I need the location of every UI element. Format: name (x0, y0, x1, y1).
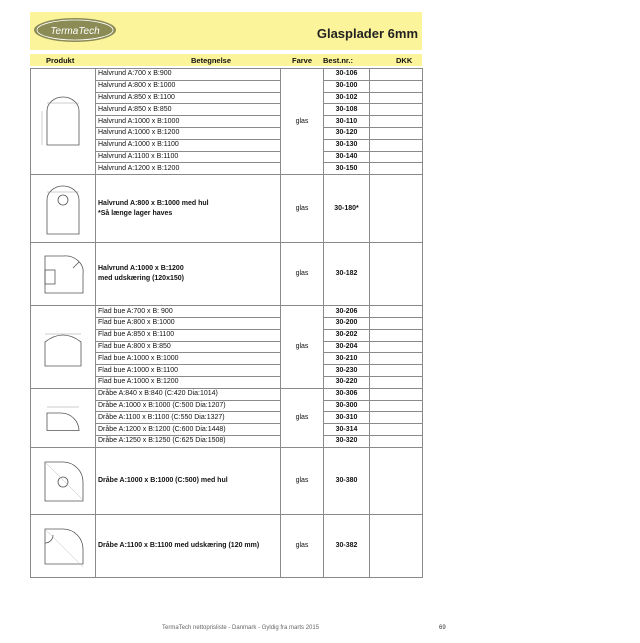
description-cell (96, 353, 281, 365)
item-number-cell: 30-314 (324, 424, 370, 436)
item-number-cell: 30-202 (324, 329, 370, 341)
description-cell (96, 424, 281, 436)
price-cell (370, 317, 423, 329)
price-cell (370, 412, 423, 424)
column-produkt: Produkt (46, 56, 75, 65)
price-cell (370, 306, 423, 318)
price-cell (370, 341, 423, 353)
description-cell (96, 175, 281, 243)
item-number-cell: 30-150 (324, 163, 370, 175)
price-table (30, 68, 423, 578)
product-image-cell (31, 243, 96, 306)
item-number-cell: 30-130 (324, 139, 370, 151)
price-cell (370, 104, 423, 116)
table-row (31, 514, 423, 577)
table-row (31, 447, 423, 514)
price-cell (370, 151, 423, 163)
description-text: Halvrund A:800 x B:1000 med hul (98, 199, 209, 207)
price-cell (370, 92, 423, 104)
price-cell (370, 69, 423, 81)
description-cell (96, 306, 281, 318)
description-text: Flad bue A:1000 x B:1000 (98, 354, 179, 362)
item-number-cell: 30-108 (324, 104, 370, 116)
item-number-cell: 30-120 (324, 127, 370, 139)
description-cell (96, 139, 281, 151)
description-cell (96, 127, 281, 139)
description-cell (96, 400, 281, 412)
table-row (31, 243, 423, 306)
description-text: Dråbe A:1100 x B:1100 (C:550 Dia:1327) (98, 413, 225, 421)
price-cell (370, 139, 423, 151)
item-number-cell: 30-300 (324, 400, 370, 412)
description-text: Dråbe A:1100 x B:1100 med udskæring (120 mm) (98, 541, 260, 549)
draabe-udskaering-icon (33, 517, 93, 574)
item-number-cell: 30-210 (324, 353, 370, 365)
description-text: Halvrund A:1000 x B:1200 (98, 265, 184, 273)
description-cell (96, 317, 281, 329)
column-header-row (30, 54, 422, 66)
footer-text: TermaTech nettoprisliste - Danmark - Gyldig fra marts 2015 (162, 625, 320, 631)
item-number-cell: 30-100 (324, 80, 370, 92)
description-text: Flad bue A:1000 x B:1100 (98, 366, 179, 374)
price-cell (370, 127, 423, 139)
item-number-cell: 30-206 (324, 306, 370, 318)
product-image-cell (31, 69, 96, 175)
termatech-logo (32, 15, 118, 45)
product-image-cell (31, 388, 96, 447)
description-text: Halvrund A:850 x B:850 (98, 105, 172, 113)
description-cell (96, 447, 281, 514)
logo-text: TermaTech (50, 26, 100, 37)
description-cell (96, 163, 281, 175)
description-cell (96, 92, 281, 104)
color-cell: glas (281, 306, 324, 389)
description-text: Halvrund A:1100 x B:1100 (98, 152, 179, 160)
item-number-cell: 30-380 (324, 447, 370, 514)
description-text: Dråbe A:840 x B:840 (C:420 Dia:1014) (98, 390, 218, 398)
price-cell (370, 163, 423, 175)
description-cell (96, 104, 281, 116)
description-cell (96, 435, 281, 447)
product-image-cell (31, 447, 96, 514)
table-row (31, 306, 423, 318)
price-cell (370, 376, 423, 388)
description-text: Halvrund A:850 x B:1100 (98, 93, 175, 101)
description-cell (96, 514, 281, 577)
price-cell (370, 243, 423, 306)
color-cell: glas (281, 175, 324, 243)
price-cell (370, 388, 423, 400)
description-cell (96, 388, 281, 400)
description-cell (96, 365, 281, 377)
product-image-cell (31, 306, 96, 389)
description-text: Dråbe A:1000 x B:1000 (C:500) med hul (98, 476, 228, 484)
price-cell (370, 365, 423, 377)
description-cell (96, 243, 281, 306)
color-cell: glas (281, 388, 324, 447)
halvrund-icon (33, 91, 93, 153)
flad-bue-icon (33, 316, 93, 378)
description-cell (96, 69, 281, 81)
description-text: Flad bue A:800 x B:1000 (98, 319, 175, 327)
item-number-cell: 30-306 (324, 388, 370, 400)
description-cell (96, 329, 281, 341)
price-cell (370, 400, 423, 412)
description-cell (96, 80, 281, 92)
color-cell: glas (281, 514, 324, 577)
description-text: Dråbe A:1200 x B:1200 (C:600 Dia:1448) (98, 425, 226, 433)
description-cell (96, 116, 281, 128)
price-cell (370, 329, 423, 341)
product-image-cell (31, 175, 96, 243)
item-number-cell: 30-200 (324, 317, 370, 329)
price-cell (370, 116, 423, 128)
description-text: Dråbe A:1000 x B:1000 (C:500 Dia:1207) (98, 401, 226, 409)
item-number-cell: 30-204 (324, 341, 370, 353)
price-cell (370, 435, 423, 447)
description-text: Halvrund A:1000 x B:1000 (98, 117, 180, 125)
page-number: 69 (439, 625, 446, 631)
item-number-cell: 30-230 (324, 365, 370, 377)
table-row (31, 388, 423, 400)
table-row (31, 69, 423, 81)
item-number-cell: 30-180* (324, 175, 370, 243)
description-cell (96, 376, 281, 388)
column-bestnr: Best.nr.: (323, 56, 354, 65)
price-cell (370, 514, 423, 577)
item-number-cell: 30-382 (324, 514, 370, 577)
description-text: Halvrund A:1000 x B:1100 (98, 141, 179, 149)
description-text: Halvrund A:800 x B:1000 (98, 82, 176, 90)
price-cell (370, 353, 423, 365)
description-text: Halvrund A:1000 x B:1200 (98, 129, 180, 137)
item-number-cell: 30-310 (324, 412, 370, 424)
column-dkk: DKK (396, 56, 413, 65)
page-header (30, 12, 422, 50)
item-number-cell: 30-110 (324, 116, 370, 128)
color-cell: glas (281, 69, 324, 175)
halvrund-udskaering-icon (33, 246, 93, 303)
item-number-cell: 30-220 (324, 376, 370, 388)
description-cell (96, 341, 281, 353)
item-number-cell: 30-320 (324, 435, 370, 447)
page-title: Glasplader 6mm (316, 26, 418, 41)
description-text: Flad bue A:850 x B:1100 (98, 331, 175, 339)
description-text: Halvrund A:700 x B:900 (98, 70, 172, 78)
halvrund-hul-icon (33, 178, 93, 240)
color-cell: glas (281, 243, 324, 306)
draabe-icon (33, 395, 93, 441)
description-text: Flad bue A:1000 x B:1200 (98, 378, 179, 386)
description-text: Flad bue A:700 x B: 900 (98, 307, 173, 315)
description-text: Halvrund A:1200 x B:1200 (98, 164, 180, 172)
column-farve: Farve (292, 56, 313, 65)
item-number-cell: 30-182 (324, 243, 370, 306)
draabe-hul-icon (33, 450, 93, 511)
description-note: *Så længe lager haves (98, 209, 173, 217)
description-text: Dråbe A:1250 x B:1250 (C:625 Dia:1508) (98, 437, 226, 445)
description-text: Flad bue A:800 x B:850 (98, 342, 171, 350)
item-number-cell: 30-140 (324, 151, 370, 163)
table-row (31, 175, 423, 243)
column-betegnelse: Betegnelse (191, 56, 232, 65)
color-cell: glas (281, 447, 324, 514)
price-cell (370, 80, 423, 92)
price-cell (370, 424, 423, 436)
product-image-cell (31, 514, 96, 577)
description-note: med udskæring (120x150) (98, 275, 184, 283)
description-cell (96, 412, 281, 424)
item-number-cell: 30-102 (324, 92, 370, 104)
price-cell (370, 175, 423, 243)
item-number-cell: 30-106 (324, 69, 370, 81)
description-cell (96, 151, 281, 163)
price-cell (370, 447, 423, 514)
